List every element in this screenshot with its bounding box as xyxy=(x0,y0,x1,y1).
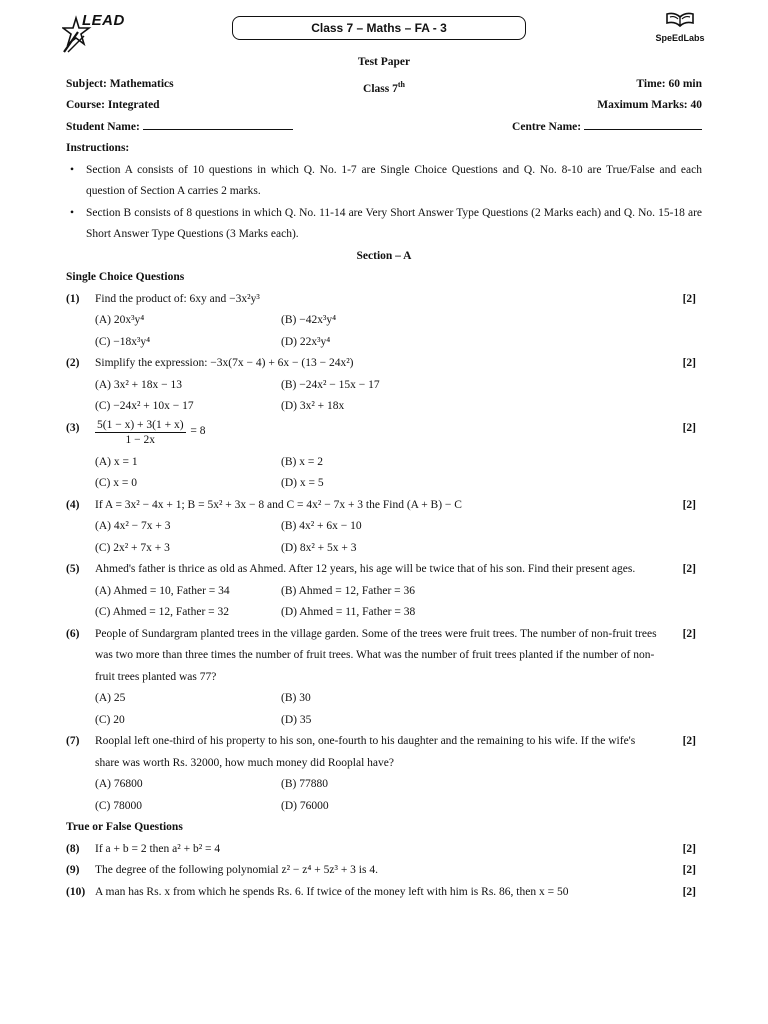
max-marks-label: Maximum Marks: 40 xyxy=(597,99,702,111)
options-row xyxy=(66,688,702,710)
centre-name-field: Centre Name: xyxy=(512,117,702,139)
question-marks: [2] xyxy=(682,627,696,640)
option: (A) x = 1 xyxy=(95,455,138,468)
question-9: (9) The degree of the following polynomial z² − z⁴ + 5z³ + 3 is 4. [2] xyxy=(66,860,702,882)
fraction-denominator: 1 − 2x xyxy=(125,433,156,446)
option: (C) 2x² + 7x + 3 xyxy=(95,541,170,554)
option: (A) 25 xyxy=(95,692,126,704)
options-row xyxy=(66,452,702,474)
speedlabs-logo xyxy=(650,10,710,43)
instruction-item: • Section A consists of 10 questions in which Q. No. 1-7 are Single Choice Questions and Q. No. 8-10 are True/False and each question of Section A carries 2 marks. xyxy=(66,160,702,203)
question-marks: [2] xyxy=(682,292,696,305)
question-1: (1) Find the product of: 6xy and −3x²y³ [2] xyxy=(66,289,702,311)
option: (A) 76800 xyxy=(95,778,143,790)
question-text: The degree of the following polynomial z² − z⁴ + 5z³ + 3 is 4. xyxy=(95,864,378,876)
question-marks: [2] xyxy=(682,498,696,511)
option: (A) 4x² − 7x + 3 xyxy=(95,520,171,532)
course-label: Course: Integrated xyxy=(66,99,160,111)
single-choice-heading: Single Choice Questions xyxy=(66,271,185,283)
question-text: If A = 3x² − 4x + 1; B = 5x² + 3x − 8 and C = 4x² − 7x + 3 the Find (A + B) − C xyxy=(95,498,462,511)
option: (D) 3x² + 18x xyxy=(281,400,345,412)
options-row xyxy=(66,396,702,418)
subject-label: Subject: Mathematics xyxy=(66,77,174,90)
options-row xyxy=(66,602,702,624)
options-row xyxy=(66,310,702,332)
options-row xyxy=(66,796,702,818)
time-label: Time: 60 min xyxy=(636,77,702,90)
option: (A) 20x³y⁴ xyxy=(95,314,145,326)
option: (B) 30 xyxy=(281,692,311,704)
fraction-numerator: 5(1 − x) + 3(1 + x) xyxy=(97,418,184,431)
section-title: Section – A xyxy=(356,249,412,262)
question-marks: [2] xyxy=(682,735,696,747)
option: (C) x = 0 xyxy=(95,477,137,489)
question-6: (6) People of Sundargram planted trees in the village garden. Some of the trees were fruit trees. The number of non-fruit trees was two more than three times the number of fruit trees. What was the number of fruit trees planted if the number of non-fruit trees planted was 77? [2] xyxy=(66,624,702,689)
option: (D) 76000 xyxy=(281,799,329,812)
option: (B) x = 2 xyxy=(281,455,323,468)
options-row xyxy=(66,332,702,354)
meta-row-course xyxy=(66,95,702,117)
option: (A) Ahmed = 10, Father = 34 xyxy=(95,584,230,597)
question-4: (4) If A = 3x² − 4x + 1; B = 5x² + 3x − 8 and C = 4x² − 7x + 3 the Find (A + B) − C [2] xyxy=(66,495,702,517)
option: (B) −42x³y⁴ xyxy=(281,314,337,326)
page-title: Class 7 – Maths – FA - 3 xyxy=(232,16,526,40)
option: (A) 3x² + 18x − 13 xyxy=(95,378,183,391)
question-8: (8) If a + b = 2 then a² + b² = 4 [2] xyxy=(66,839,702,861)
meta-row-names xyxy=(66,117,702,139)
option: (C) Ahmed = 12, Father = 32 xyxy=(95,606,230,618)
question-marks: [2] xyxy=(682,421,696,434)
true-false-heading: True or False Questions xyxy=(66,821,183,833)
option: (D) Ahmed = 11, Father = 38 xyxy=(281,606,416,618)
question-text: Rooplal left one-third of his property to his son, one-fourth to his daughter and the remaining to his wife. If the wife's share was worth Rs. 32000, how much money did Rooplal have? xyxy=(95,735,636,769)
option: (B) −24x² − 15x − 17 xyxy=(281,378,380,391)
equation-rhs: = 8 xyxy=(190,425,206,438)
page-header xyxy=(0,8,768,48)
question-5: (5) Ahmed's father is thrice as old as Ahmed. After 12 years, his age will be twice that of his son. Find their present ages. [2] xyxy=(66,559,702,581)
options-row xyxy=(66,710,702,732)
paper-content xyxy=(66,52,702,903)
question-marks: [2] xyxy=(682,864,696,876)
question-text: People of Sundargram planted trees in the village garden. Some of the trees were fruit trees. The number of non-fruit trees was two more than three times the number of fruit trees. What was the number of fruit trees planted if the number of non-fruit trees planted was 77? xyxy=(95,627,657,683)
question-text: Simplify the expression: −3x(7x − 4) + 6x − (13 − 24x²) xyxy=(95,357,354,369)
options-row xyxy=(66,581,702,603)
option: (C) 20 xyxy=(95,713,125,726)
lead-logo-text: LEAD xyxy=(82,12,125,29)
question-marks: [2] xyxy=(682,563,696,575)
options-row xyxy=(66,473,702,495)
option: (C) 78000 xyxy=(95,799,142,812)
option: (D) 35 xyxy=(281,713,312,726)
option: (C) −24x² + 10x − 17 xyxy=(95,400,194,412)
option: (B) 4x² + 6x − 10 xyxy=(281,520,362,532)
option: (B) 77880 xyxy=(281,778,328,790)
speedlabs-logo-text: SpeEdLabs xyxy=(655,33,705,43)
options-row xyxy=(66,516,702,538)
instructions-heading: Instructions: xyxy=(66,142,130,154)
option: (D) x = 5 xyxy=(281,477,324,489)
question-text: Find the product of: 6xy and −3x²y³ xyxy=(95,292,260,305)
meta-row-subject xyxy=(66,74,702,96)
options-row xyxy=(66,774,702,796)
question-10: (10) A man has Rs. x from which he spends Rs. 6. If twice of the money left with him is Rs. 86, then x = 50 [2] xyxy=(66,882,702,904)
question-marks: [2] xyxy=(682,357,696,369)
option: (B) Ahmed = 12, Father = 36 xyxy=(281,584,416,597)
options-row xyxy=(66,375,702,397)
student-name-field: Student Name: xyxy=(66,117,293,139)
question-marks: [2] xyxy=(682,842,696,855)
question-text: Ahmed's father is thrice as old as Ahmed. After 12 years, his age will be twice that of his son. Find their present ages. xyxy=(95,563,636,575)
question-7: (7) Rooplal left one-third of his property to his son, one-fourth to his daughter and the remaining to his wife. If the wife's share was worth Rs. 32000, how much money did Rooplal have? [2] xyxy=(66,731,702,774)
question-2: (2) Simplify the expression: −3x(7x − 4) + 6x − (13 − 24x²) [2] xyxy=(66,353,702,375)
options-row xyxy=(66,538,702,560)
fraction xyxy=(95,418,186,447)
class-label: Class 7th xyxy=(363,79,405,95)
option: (C) −18x³y⁴ xyxy=(95,335,151,348)
option: (D) 8x² + 5x + 3 xyxy=(281,541,357,554)
question-marks: [2] xyxy=(682,885,696,898)
option: (D) 22x³y⁴ xyxy=(281,335,331,348)
question-3: (3) $\frac{5(1 - x) + 3(1 + x)}{1 - 2x}$ = 8 [2] xyxy=(66,418,696,446)
instruction-item: • Section B consists of 8 questions in which Q. No. 11-14 are Very Short Answer Type Questions (2 Marks each) and Q. No. 15-18 are Short Answer Type Questions (3 Marks each). xyxy=(66,203,702,246)
question-text: If a + b = 2 then a² + b² = 4 xyxy=(95,842,221,855)
paper-type: Test Paper xyxy=(357,56,411,68)
book-icon xyxy=(665,10,695,28)
question-text: A man has Rs. x from which he spends Rs. 6. If twice of the money left with him is Rs. 86, then x = 50 xyxy=(95,885,569,898)
